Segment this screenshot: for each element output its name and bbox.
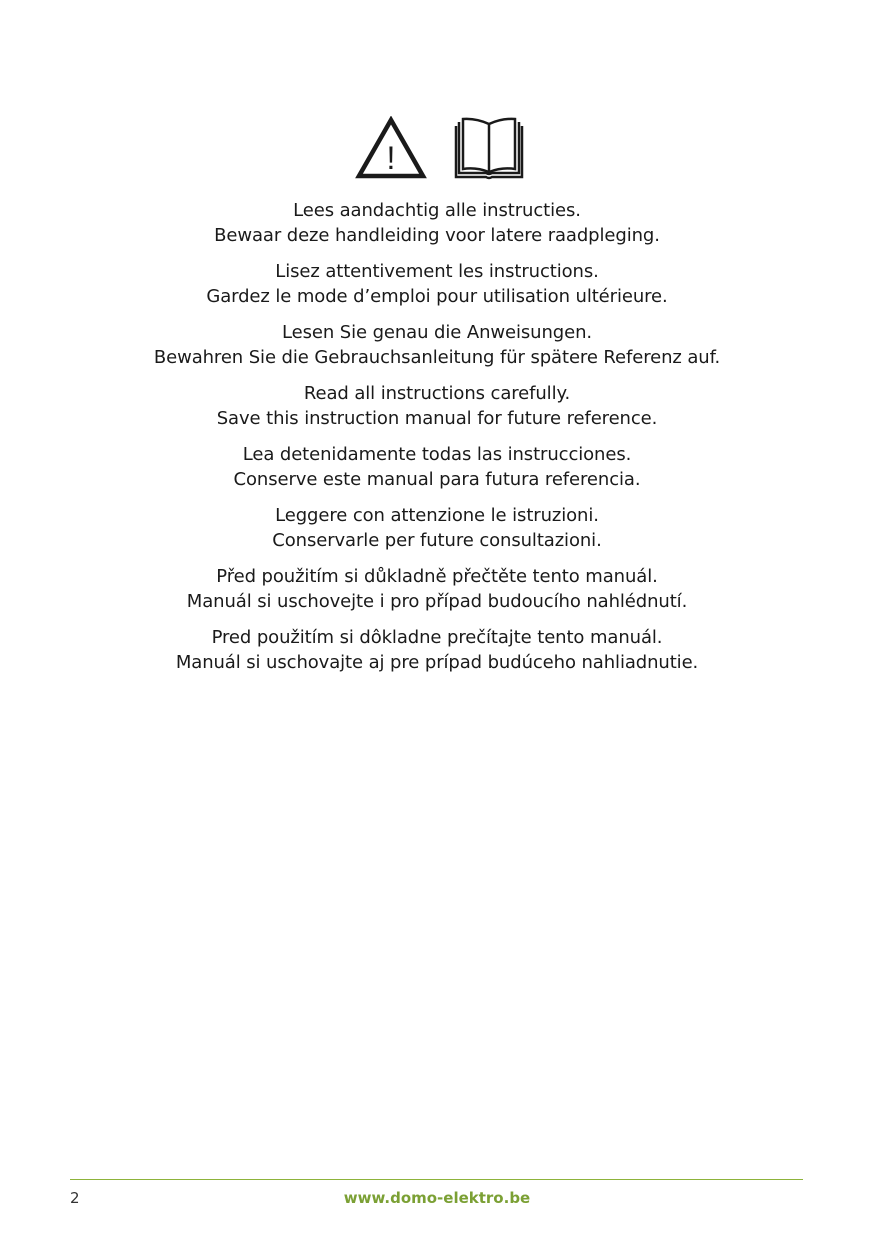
instruction-block-nl xyxy=(0,198,874,248)
instruction-block-de xyxy=(0,320,874,370)
instruction-line: Gardez le mode d’emploi pour utilisation ultérieure. xyxy=(206,286,668,307)
header-icons xyxy=(0,116,874,182)
instruction-block-cs xyxy=(0,564,874,614)
instruction-line: Conserve este manual para futura referencia. xyxy=(233,469,641,490)
instruction-line: Lees aandachtig alle instructies. xyxy=(293,200,581,221)
footer-divider xyxy=(70,1179,803,1180)
instruction-list xyxy=(0,198,874,686)
instruction-line: Bewahren Sie die Gebrauchsanleitung für spätere Referenz auf. xyxy=(153,347,721,368)
instruction-block-fr xyxy=(0,259,874,309)
instruction-line: Lisez attentivement les instructions. xyxy=(275,261,599,282)
instruction-block-es xyxy=(0,442,874,492)
instruction-line: Manuál si uschovejte i pro případ budoucího nahlédnutí. xyxy=(186,591,688,612)
instruction-line: Read all instructions carefully. xyxy=(303,383,571,404)
instruction-line: Bewaar deze handleiding voor latere raadpleging. xyxy=(214,225,660,246)
instruction-line: Leggere con attenzione le istruzioni. xyxy=(275,505,599,526)
page-number: 2 xyxy=(70,1189,80,1207)
instruction-block-sk xyxy=(0,625,874,675)
instruction-line: Manuál si uschovajte aj pre prípad budúceho nahliadnutie. xyxy=(175,652,699,673)
website-link[interactable]: www.domo-elektro.be xyxy=(343,1189,531,1207)
instruction-line: Conservarle per future consultazioni. xyxy=(272,530,602,551)
instruction-line: Save this instruction manual for future reference. xyxy=(216,408,658,429)
instruction-line: Lea detenidamente todas las instrucciones. xyxy=(242,444,632,465)
instruction-line: Pred použitím si dôkladne prečítajte tento manuál. xyxy=(211,627,663,648)
warning-triangle-icon xyxy=(355,116,427,180)
open-book-icon xyxy=(452,116,526,180)
instruction-line: Lesen Sie genau die Anweisungen. xyxy=(281,322,593,343)
instruction-block-en xyxy=(0,381,874,431)
instruction-block-it xyxy=(0,503,874,553)
instruction-line: Před použitím si důkladně přečtěte tento manuál. xyxy=(216,566,658,587)
svg-text:!: ! xyxy=(386,140,396,176)
